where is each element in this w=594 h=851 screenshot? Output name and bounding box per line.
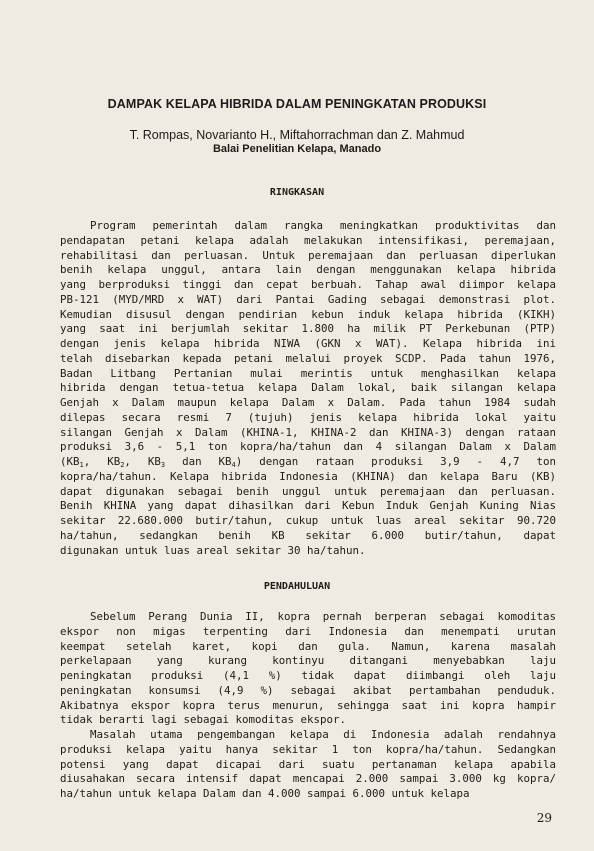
pendahuluan-heading: PENDAHULUAN [263,581,331,592]
text-line: tidak berarti lagi sebagai komoditas ekspor. [60,713,347,727]
text-line: kopra/ha/tahun. Kelapa hibrida Indonesia (KHINA) dan kelapa Baru (KB) [60,469,556,483]
text-line: Akibatnya ekspor kopra terus menurun, sehingga saat ini kopra hampir [60,698,556,712]
text-line: produksi kelapa yaitu hanya sekitar 1 ton kopra/ha/tahun. Sedangkan [60,742,556,756]
text-line: dengan jenis kelapa hibrida NIWA (GKN x WAT). Kelapa hibrida ini [60,337,556,350]
text-line: Kemudian disusul dengan pendirian kebun induk kelapa hibrida (KIKH) [60,307,556,321]
text-line: produksi 3,6 - 5,1 ton kopra/ha/tahun dan 4 silangan Dalam x Dalam [60,440,556,454]
text-line: potensi yang dapat dicapai dari suatu pertanaman kelapa apabila [60,757,556,771]
text-line: pendapatan petani kelapa adalah melakukan intensifikasi, peremajaan, [60,233,556,247]
text-line: ha/tahun, sedangkan benih KB sekitar 6.000 butir/tahun, dapat [60,528,556,542]
ringkasan-heading: RINGKASAN [269,187,325,198]
text-line: Program pemerintah dalam rangka meningkatkan produktivitas dan [90,219,556,232]
text-line: diusahakan secara intensif dapat mencapai 2.000 sampai 3.000 kg kopra/ [60,772,556,786]
text-line: rehabilitasi dan perluasan. Untuk peremajaan dan perluasan diperlukan [60,248,556,262]
text-line: Badan Litbang Pertanian mulai merintis untuk menghasilkan kelapa [60,366,556,380]
page-number: 29 [536,811,552,825]
author-list: T. Rompas, Novarianto H., Miftahorrachman dan Z. Mahmud [129,128,465,142]
text-line: peningkatan konsumsi (4,9 %) sebagai akibat pertambahan penduduk. [60,683,556,697]
text-line: dilepas secara resmi 7 (tujuh) jenis kelapa hibrida lokal yaitu [60,410,556,424]
text-line: ha/tahun untuk kelapa Dalam dan 4.000 sampai 6.000 untuk kelapa [60,787,470,800]
text-line: Genjah x Dalam maupun kelapa Dalam x Dalam. Pada tahun 1984 sudah [60,396,556,409]
text-line: digunakan untuk luas areal sekitar 30 ha/tahun. [60,543,366,557]
text-line: yang berproduksi tinggi dan cepat berbuah. Tahap awal diimpor kelapa [60,278,556,291]
text-line: telah disebarkan kepada petani melalui proyek SCDP. Pada tahun 1976, [60,351,556,365]
text-line: benih kelapa unggul, antara lain dengan menggunakan kelapa hibrida [60,263,556,277]
text-line: perkelapaan yang kurang kontinyu ditangani menyebabkan laju [60,654,556,668]
text-line: yang saat ini berjumlah sekitar 1.800 ha milik PT Perkebunan (PTP) [60,322,556,336]
text-line: keempat setelah karet, kopi dan gula. Namun, karena masalah [60,639,556,653]
text-line: Benih KHINA yang dapat dihasilkan dari Kebun Induk Genjah Kuning Nias [60,499,556,513]
text-line: peningkatan produksi (4,1 %) tidak dapat diimbangi oleh laju [60,669,556,682]
text-line: ($KB_1$, $KB_2$, $KB_3$ dan $KB_4$) dengan rataan produksi 3,9 - 4,7 ton [60,455,556,469]
pendahuluan-body [60,610,556,802]
paper-title: DAMPAK KELAPA HIBRIDA DALAM PENINGKATAN PRODUKSI [107,97,487,111]
text-line: silangan Genjah x Dalam (KHINA-1, KHINA-2 dan KHINA-3) dengan rataan [60,425,556,439]
text-line: sekitar 22.680.000 butir/tahun, cukup untuk luas areal sekitar 90.720 [60,514,556,527]
text-line: PB-121 (MYD/MRD x WAT) dari Pantai Gading sebagai demonstrasi plot. [60,292,556,306]
text-line: ekspor non migas terpenting dari Indonesia dan menempati urutan [60,624,556,638]
text-line: dapat digunakan sebagai benih unggul untuk peremajaan dan perluasan. [60,484,556,498]
text-line: Sebelum Perang Dunia II, kopra pernah berperan sebagai komoditas [90,610,556,623]
text-line: hibrida dengan tetua-tetua kelapa Dalam lokal, baik silangan kelapa [60,381,556,395]
institution: Balai Penelitian Kelapa, Manado [212,143,382,155]
ringkasan-body [60,219,556,558]
text-line: Masalah utama pengembangan kelapa di Indonesia adalah rendahnya [90,728,556,741]
